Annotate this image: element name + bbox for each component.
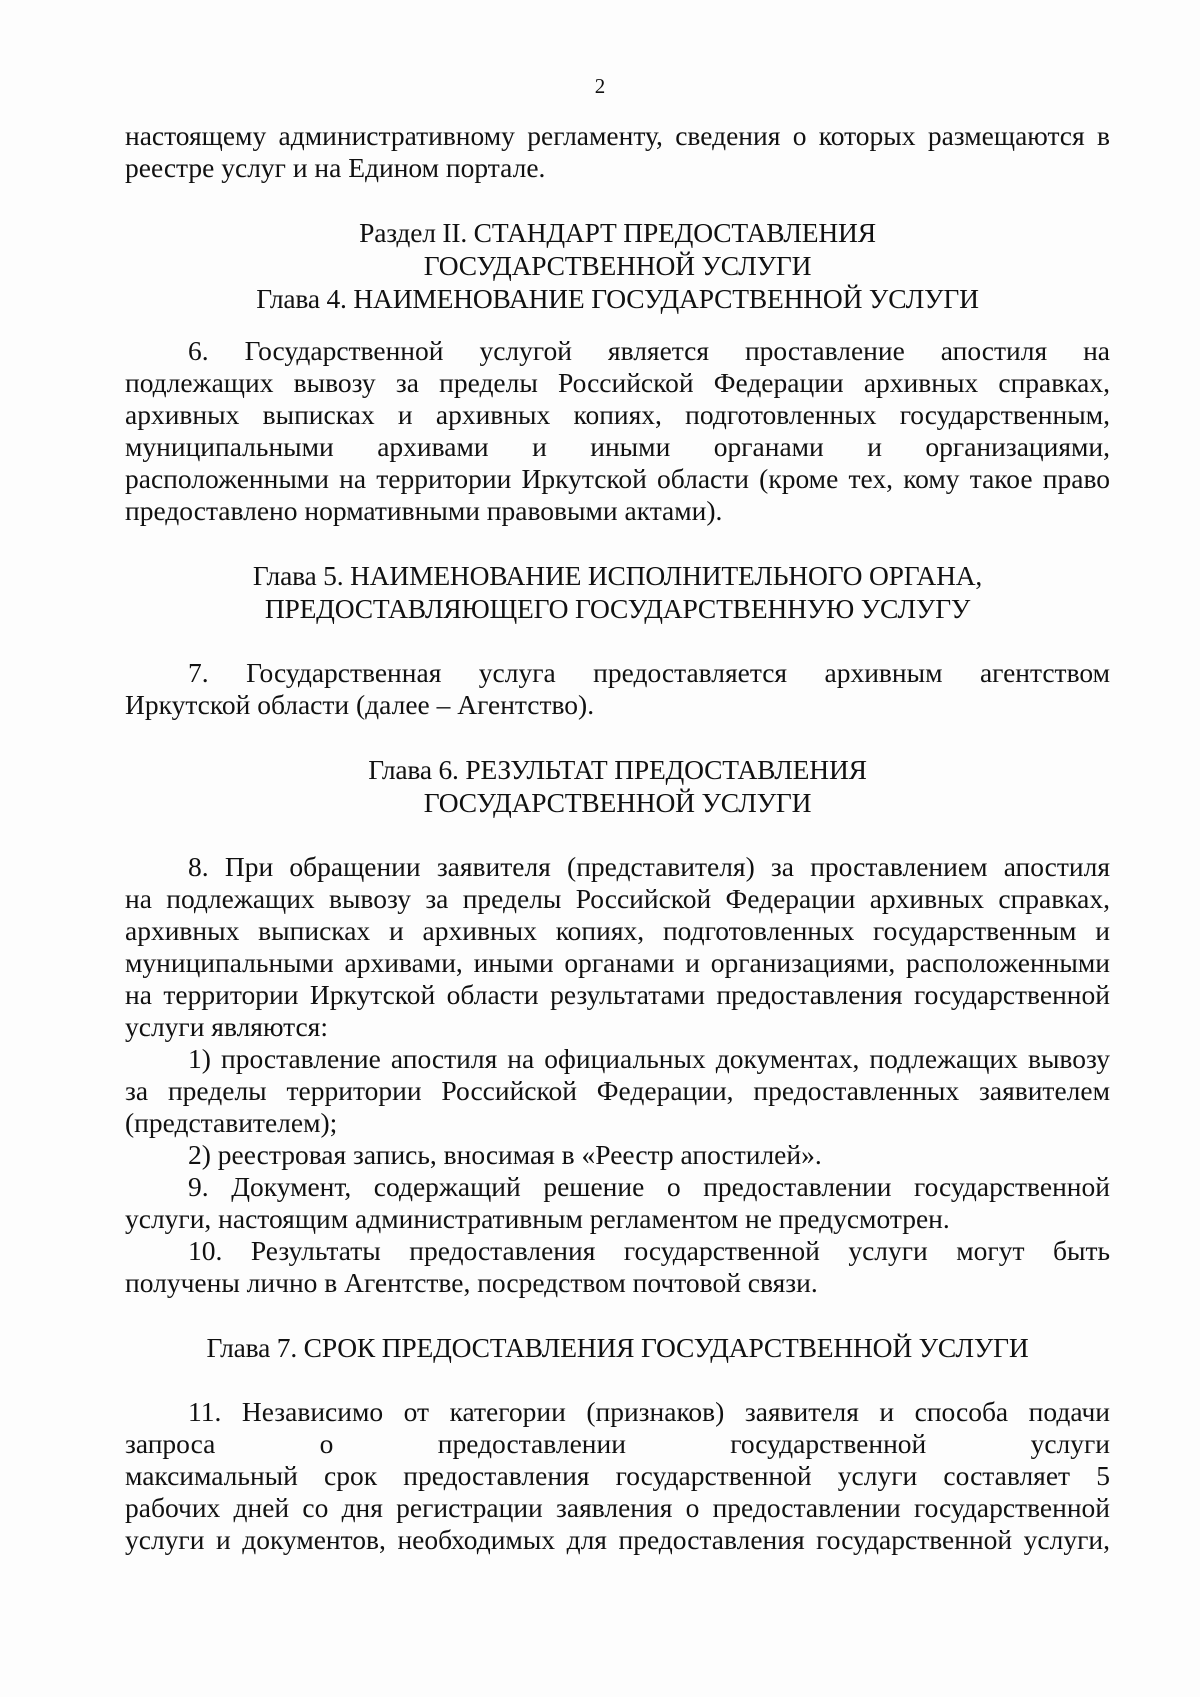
text-line: Иркутской области (далее – Агентство). <box>125 689 595 720</box>
text-line: 11. Независимо от категории (признаков) заявителя и способа подачи <box>188 1396 1110 1427</box>
section-heading <box>125 216 1110 315</box>
text-line: на территории Иркутской области результатами предоставления государственной <box>125 979 1110 1010</box>
chapter-7-title: Глава 7. СРОК ПРЕДОСТАВЛЕНИЯ ГОСУДАРСТВЕННОЙ УСЛУГИ <box>206 1332 1029 1363</box>
chapter-4-title: Глава 4. НАИМЕНОВАНИЕ ГОСУДАРСТВЕННОЙ УСЛУГИ <box>256 283 979 314</box>
text-line: архивных выписках и архивных копиях, подготовленных государственным, <box>125 399 1110 430</box>
paragraph-8-item-1 <box>125 1043 1110 1139</box>
text-line: услуги являются: <box>125 1011 328 1042</box>
chapter-6-title-line-1: Глава 6. РЕЗУЛЬТАТ ПРЕДОСТАВЛЕНИЯ <box>368 754 867 785</box>
section-title-line-1: Раздел II. СТАНДАРТ ПРЕДОСТАВЛЕНИЯ <box>359 217 876 248</box>
chapter-5-title-line-1: Глава 5. НАИМЕНОВАНИЕ ИСПОЛНИТЕЛЬНОГО ОРГАНА, <box>252 560 983 591</box>
chapter-5-heading <box>125 559 1110 625</box>
intro-paragraph <box>125 120 1110 184</box>
chapter-6-title-line-2: ГОСУДАРСТВЕННОЙ УСЛУГИ <box>423 787 812 818</box>
text-line: 8. При обращении заявителя (представителя) за проставлением апостиля <box>188 851 1110 882</box>
text-line: 2) реестровая запись, вносимая в «Реестр апостилей». <box>188 1139 822 1170</box>
text-line: настоящему административному регламенту, сведения о которых размещаются в <box>125 120 1110 151</box>
text-line: максимальный срок предоставления государственной услуги составляет 5 <box>125 1460 1110 1491</box>
paragraph-10 <box>125 1235 1110 1299</box>
text-line: 9. Документ, содержащий решение о предоставлении государственной <box>188 1171 1110 1202</box>
section-title-line-2: ГОСУДАРСТВЕННОЙ УСЛУГИ <box>423 250 812 281</box>
paragraph-8-item-2 <box>125 1139 1110 1171</box>
text-line: муниципальными архивами, иными органами и организациями, расположенными <box>125 947 1110 978</box>
text-line: расположенными на территории Иркутской области (кроме тех, кому такое право <box>125 463 1110 494</box>
text-line: муниципальными архивами и иными органами и организациями, <box>125 431 1110 462</box>
text-line: 7. Государственная услуга предоставляется архивным агентством <box>188 657 1110 688</box>
text-line: 6. Государственной услугой является проставление апостиля на <box>188 335 1110 366</box>
text-line: услуги и документов, необходимых для предоставления государственной услуги, <box>125 1524 1110 1555</box>
text-line: предоставлено нормативными правовыми актами). <box>125 495 723 526</box>
text-line: подлежащих вывозу за пределы Российской Федерации архивных справках, <box>125 367 1110 398</box>
paragraph-11 <box>125 1396 1110 1556</box>
text-line: за пределы территории Российской Федерации, предоставленных заявителем <box>125 1075 1110 1106</box>
chapter-6-heading <box>125 753 1110 819</box>
paragraph-8 <box>125 851 1110 1043</box>
text-line: рабочих дней со дня регистрации заявления о предоставлении государственной <box>125 1492 1110 1523</box>
text-line: (представителем); <box>125 1107 338 1138</box>
text-line: получены лично в Агентстве, посредством почтовой связи. <box>125 1267 818 1298</box>
text-line: услуги, настоящим административным регламентом не предусмотрен. <box>125 1203 950 1234</box>
paragraph-9 <box>125 1171 1110 1235</box>
text-line: 1) проставление апостиля на официальных документах, подлежащих вывозу <box>188 1043 1110 1074</box>
chapter-5-title-line-2: ПРЕДОСТАВЛЯЮЩЕГО ГОСУДАРСТВЕННУЮ УСЛУГУ <box>264 593 971 624</box>
chapter-7-heading <box>125 1331 1110 1364</box>
paragraph-7 <box>125 657 1110 721</box>
page-number: 2 <box>594 74 606 98</box>
document-body <box>125 120 1110 1556</box>
text-line: запроса о предоставлении государственной услуги <box>125 1428 1110 1459</box>
text-line: архивных выписках и архивных копиях, подготовленных государственным и <box>125 915 1110 946</box>
text-line: 10. Результаты предоставления государственной услуги могут быть <box>188 1235 1110 1266</box>
paragraph-6 <box>125 335 1110 527</box>
text-line: реестре услуг и на Едином портале. <box>125 152 546 183</box>
text-line: на подлежащих вывозу за пределы Российской Федерации архивных справках, <box>125 883 1110 914</box>
